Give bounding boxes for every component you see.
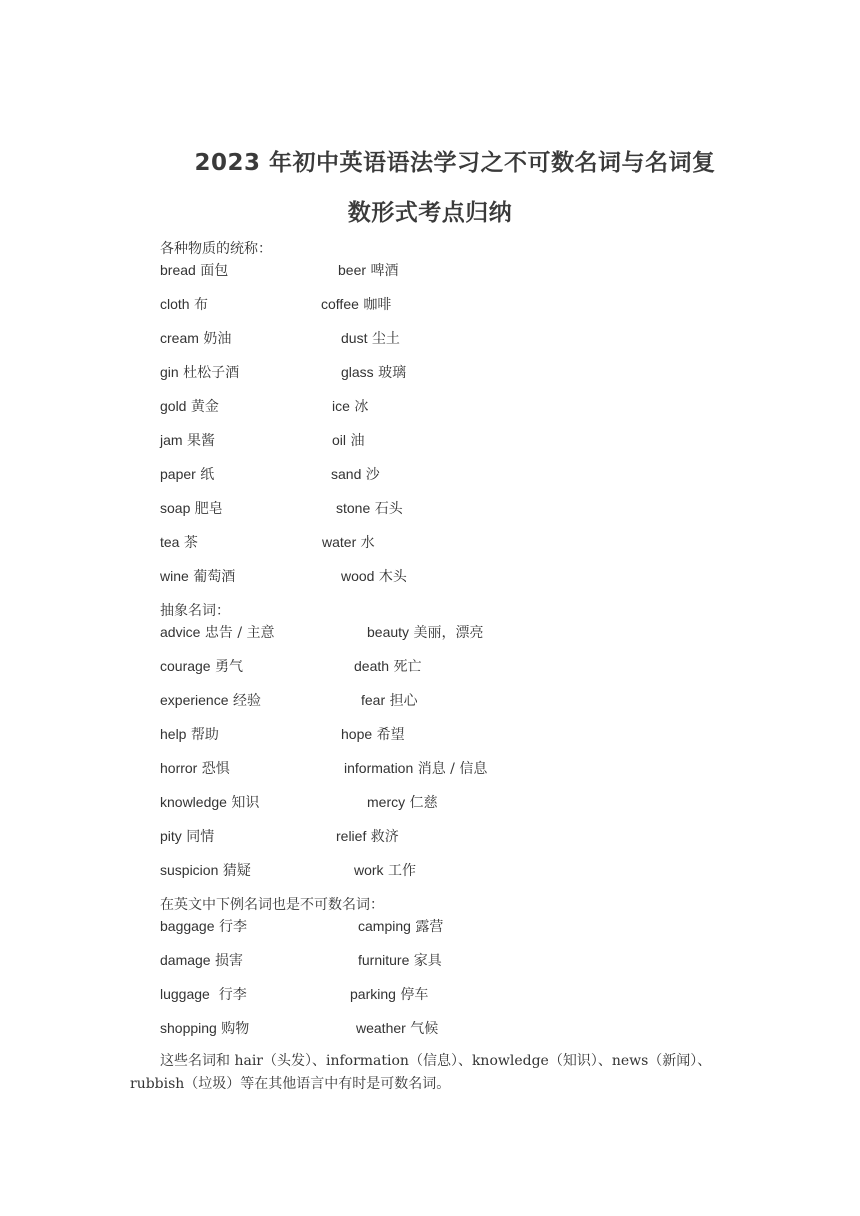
chinese-meaning: 美丽，漂亮 bbox=[409, 625, 484, 641]
paragraph-line1: 这些名词和 hair（头发）、information（信息）、knowledge（知识）、news（新闻）、 bbox=[160, 1053, 712, 1069]
chinese-meaning: 水 bbox=[356, 535, 375, 551]
chinese-meaning: 木头 bbox=[374, 569, 407, 585]
vocab-entry-left bbox=[160, 566, 235, 586]
english-word: cloth bbox=[160, 296, 190, 312]
chinese-meaning: 茶 bbox=[179, 535, 198, 551]
english-word: jam bbox=[160, 432, 183, 448]
english-word: pity bbox=[160, 828, 182, 844]
vocab-row bbox=[160, 656, 760, 676]
english-word: sand bbox=[331, 466, 362, 482]
vocab-entry-left bbox=[160, 464, 214, 484]
english-word: paper bbox=[160, 466, 196, 482]
vocab-entry-right bbox=[321, 294, 391, 314]
vocab-entry-right bbox=[341, 362, 406, 382]
vocab-entry-right bbox=[331, 464, 380, 484]
english-word: work bbox=[354, 862, 384, 878]
english-word: information bbox=[344, 760, 414, 776]
vocab-entry-left bbox=[160, 860, 251, 880]
chinese-meaning: 沙 bbox=[361, 467, 380, 483]
chinese-meaning: 猜疑 bbox=[218, 863, 251, 879]
vocab-row bbox=[160, 622, 760, 642]
english-word: beer bbox=[338, 262, 367, 278]
chinese-meaning: 面包 bbox=[195, 263, 229, 279]
vocab-row bbox=[160, 826, 760, 846]
english-word: coffee bbox=[321, 296, 359, 312]
english-word: dust bbox=[341, 330, 368, 346]
vocab-entry-left bbox=[160, 1018, 249, 1038]
english-word: ice bbox=[332, 398, 350, 414]
english-word: courage bbox=[160, 658, 211, 674]
vocab-entry-left bbox=[160, 294, 208, 314]
vocab-entry-right bbox=[322, 532, 375, 552]
chinese-meaning: 行李 bbox=[214, 919, 247, 935]
chinese-meaning: 担心 bbox=[385, 693, 418, 709]
chinese-meaning: 奶油 bbox=[198, 331, 232, 347]
vocab-row bbox=[160, 690, 760, 710]
paragraph-line2: rubbish（垃圾）等在其他语言中有时是可数名词。 bbox=[130, 1076, 451, 1092]
english-word: knowledge bbox=[160, 794, 227, 810]
vocab-entry-right bbox=[354, 656, 422, 676]
vocab-row bbox=[160, 498, 760, 518]
english-word: wood bbox=[341, 568, 375, 584]
chinese-meaning: 希望 bbox=[372, 727, 405, 743]
english-word: gold bbox=[160, 398, 187, 414]
vocab-entry-left bbox=[160, 622, 275, 642]
english-word: camping bbox=[358, 918, 411, 934]
english-word: fear bbox=[361, 692, 386, 708]
chinese-meaning: 玻璃 bbox=[373, 365, 407, 381]
english-word: suspicion bbox=[160, 862, 219, 878]
vocab-entry-left bbox=[160, 984, 247, 1004]
vocab-entry-left bbox=[160, 724, 219, 744]
english-word: parking bbox=[350, 986, 396, 1002]
vocab-entry-right bbox=[350, 984, 428, 1004]
english-word: help bbox=[160, 726, 187, 742]
vocab-entry-right bbox=[332, 396, 368, 416]
english-word: soap bbox=[160, 500, 191, 516]
vocab-entry-right bbox=[367, 792, 438, 812]
vocab-row bbox=[160, 328, 760, 348]
english-word: beauty bbox=[367, 624, 410, 640]
chinese-meaning: 纸 bbox=[195, 467, 215, 483]
vocab-entry-left bbox=[160, 328, 231, 348]
chinese-meaning: 忠告 / 主意 bbox=[200, 625, 275, 641]
chinese-meaning: 损害 bbox=[210, 953, 244, 969]
vocab-row bbox=[160, 566, 760, 586]
chinese-meaning: 布 bbox=[189, 297, 209, 313]
vocab-entry-left bbox=[160, 656, 243, 676]
vocab-entry-right bbox=[341, 566, 407, 586]
chinese-meaning: 经验 bbox=[228, 693, 261, 709]
english-word: cream bbox=[160, 330, 199, 346]
vocab-row bbox=[160, 916, 760, 936]
chinese-meaning: 停车 bbox=[395, 987, 429, 1003]
vocab-entry-right bbox=[361, 690, 418, 710]
vocab-entry-left bbox=[160, 396, 219, 416]
vocab-row bbox=[160, 860, 760, 880]
chinese-meaning: 死亡 bbox=[389, 659, 422, 675]
chinese-meaning: 尘土 bbox=[367, 331, 400, 347]
vocab-entry-left bbox=[160, 826, 214, 846]
vocab-row bbox=[160, 430, 760, 450]
chinese-meaning: 行李 bbox=[209, 987, 247, 1003]
english-word: baggage bbox=[160, 918, 215, 934]
vocab-entry-left bbox=[160, 260, 228, 280]
english-word: weather bbox=[356, 1020, 406, 1036]
vocab-entry-left bbox=[160, 690, 261, 710]
english-word: relief bbox=[336, 828, 367, 844]
english-word: furniture bbox=[358, 952, 410, 968]
chinese-meaning: 冰 bbox=[349, 399, 369, 415]
chinese-meaning: 油 bbox=[346, 433, 365, 449]
chinese-meaning: 啤酒 bbox=[366, 263, 399, 279]
chinese-meaning: 家具 bbox=[409, 953, 442, 969]
english-word: glass bbox=[341, 364, 374, 380]
vocab-row bbox=[160, 984, 760, 1004]
vocab-row bbox=[160, 724, 760, 744]
chinese-meaning: 知识 bbox=[226, 795, 260, 811]
vocab-row bbox=[160, 532, 760, 552]
english-word: oil bbox=[332, 432, 347, 448]
closing-paragraph bbox=[130, 1050, 750, 1096]
chinese-meaning: 露营 bbox=[410, 919, 444, 935]
chinese-meaning: 葡萄酒 bbox=[188, 569, 236, 585]
vocab-entry-right bbox=[336, 826, 399, 846]
section-heading: 各种物质的统称： bbox=[160, 241, 272, 257]
english-word: tea bbox=[160, 534, 180, 550]
section-heading: 抽象名词： bbox=[160, 603, 230, 619]
english-word: bread bbox=[160, 262, 196, 278]
vocab-entry-left bbox=[160, 430, 215, 450]
vocab-entry-right bbox=[341, 724, 405, 744]
chinese-meaning: 同情 bbox=[181, 829, 215, 845]
english-word: luggage bbox=[160, 986, 210, 1002]
vocab-row bbox=[160, 464, 760, 484]
vocab-row bbox=[160, 1018, 760, 1038]
english-word: mercy bbox=[367, 794, 406, 810]
vocab-entry-left bbox=[160, 792, 259, 812]
vocab-entry-right bbox=[356, 1018, 438, 1038]
chinese-meaning: 消息 / 信息 bbox=[413, 761, 488, 777]
vocab-row bbox=[160, 396, 760, 416]
chinese-meaning: 仁慈 bbox=[405, 795, 438, 811]
chinese-meaning: 购物 bbox=[216, 1021, 250, 1037]
chinese-meaning: 杜松子酒 bbox=[178, 365, 240, 381]
document-title-line1: 2023 年初中英语语法学习之不可数名词与名词复 bbox=[194, 150, 716, 176]
vocab-entry-right bbox=[332, 430, 364, 450]
chinese-meaning: 黄金 bbox=[186, 399, 219, 415]
vocab-entry-left bbox=[160, 758, 230, 778]
vocab-row bbox=[160, 950, 760, 970]
chinese-meaning: 石头 bbox=[370, 501, 403, 517]
vocab-row bbox=[160, 362, 760, 382]
chinese-meaning: 肥皂 bbox=[190, 501, 223, 517]
english-word: stone bbox=[336, 500, 371, 516]
vocab-entry-left bbox=[160, 950, 243, 970]
chinese-meaning: 帮助 bbox=[186, 727, 219, 743]
vocab-entry-right bbox=[344, 758, 487, 778]
vocab-row bbox=[160, 294, 760, 314]
vocab-row bbox=[160, 758, 760, 778]
chinese-meaning: 咖啡 bbox=[358, 297, 392, 313]
english-word: gin bbox=[160, 364, 179, 380]
chinese-meaning: 勇气 bbox=[210, 659, 244, 675]
chinese-meaning: 气候 bbox=[405, 1021, 439, 1037]
english-word: hope bbox=[341, 726, 373, 742]
english-word: shopping bbox=[160, 1020, 217, 1036]
chinese-meaning: 救济 bbox=[366, 829, 399, 845]
chinese-meaning: 果酱 bbox=[182, 433, 216, 449]
vocab-entry-right bbox=[358, 916, 443, 936]
document-title-line2: 数形式考点归纳 bbox=[347, 200, 513, 226]
vocab-row bbox=[160, 260, 760, 280]
vocab-entry-left bbox=[160, 532, 198, 552]
vocab-entry-right bbox=[354, 860, 416, 880]
vocab-entry-right bbox=[367, 622, 484, 642]
vocab-entry-right bbox=[358, 950, 442, 970]
vocab-entry-right bbox=[338, 260, 398, 280]
vocab-entry-right bbox=[341, 328, 400, 348]
vocab-entry-left bbox=[160, 498, 223, 518]
section-heading: 在英文中下例名词也是不可数名词： bbox=[160, 897, 384, 913]
chinese-meaning: 工作 bbox=[383, 863, 417, 879]
english-word: damage bbox=[160, 952, 211, 968]
english-word: experience bbox=[160, 692, 229, 708]
vocab-entry-left bbox=[160, 916, 247, 936]
vocab-row bbox=[160, 792, 760, 812]
vocab-entry-left bbox=[160, 362, 239, 382]
vocab-entry-right bbox=[336, 498, 403, 518]
english-word: death bbox=[354, 658, 390, 674]
english-word: horror bbox=[160, 760, 198, 776]
chinese-meaning: 恐惧 bbox=[197, 761, 230, 777]
english-word: advice bbox=[160, 624, 201, 640]
english-word: wine bbox=[160, 568, 189, 584]
english-word: water bbox=[322, 534, 357, 550]
